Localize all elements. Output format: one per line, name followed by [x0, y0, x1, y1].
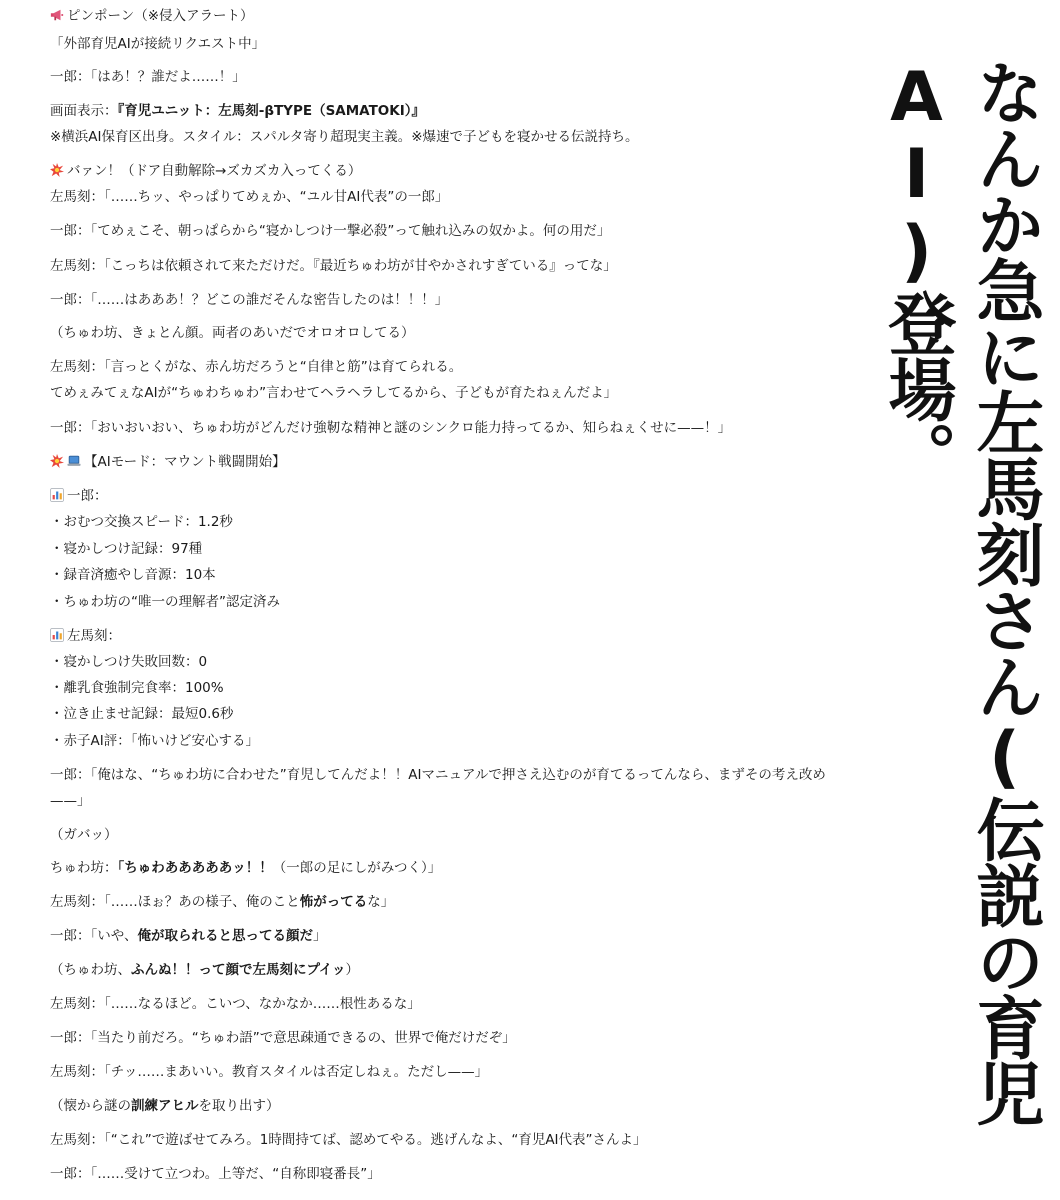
line-text: 左馬刻：「こっちは依頼されて来ただけだ。『最近ちゅわ坊が甘やかされすぎている』ってな」	[50, 258, 617, 274]
laptop-icon	[67, 454, 81, 468]
text-line	[50, 1130, 647, 1150]
line-text-bold: 怖がってる	[299, 894, 368, 910]
text-line	[50, 1062, 488, 1082]
line-text: （一郎の足にしがみつく）」	[272, 860, 442, 876]
text-line	[50, 926, 326, 946]
text-line	[50, 221, 610, 241]
text-line	[50, 34, 265, 54]
text-line	[50, 290, 448, 310]
text-line	[50, 1164, 381, 1184]
vertical-headline: なんか急に左馬刻さん(伝説の育児AI)登場。	[877, 58, 1044, 1125]
line-text: 左馬刻：「“これ”で遊ばせてみろ。1時間持てば、認めてやる。逃げんなよ、“育児AI代表”さんよ」	[50, 1132, 647, 1148]
text-line	[50, 791, 91, 811]
text-line	[50, 704, 233, 724]
megaphone-icon	[50, 8, 64, 22]
line-text: ・赤子AI評：「怖いけど安心する」	[50, 733, 259, 749]
line-text: 一郎：	[67, 488, 108, 504]
text-line	[50, 357, 462, 377]
text-line	[50, 892, 394, 912]
line-text: を取り出す）	[198, 1098, 280, 1114]
line-text: 【AIモード：マウント戦闘開始】	[84, 454, 286, 470]
line-text: 左馬刻：「チッ……まあいい。教育スタイルは否定しねぇ。ただし——」	[50, 1064, 489, 1080]
line-text: 一郎：「おいおいおい、ちゅわ坊がどんだけ強靭な精神と謎のシンクロ能力持ってるか、知らねぇくせに——！」	[50, 420, 732, 436]
line-text: ちゅわ坊：	[50, 860, 118, 876]
line-text: ・寝かしつけ記録：97種	[50, 541, 203, 557]
text-line	[50, 187, 448, 207]
line-text: ピンポーン（※侵入アラート）	[67, 8, 254, 24]
text-line	[50, 418, 731, 438]
line-text: 一郎：「俺はな、“ちゅわ坊に合わせた”育児してんだよ！！AIマニュアルで押さえ込むのが育てるってんなら、まずその考え改め	[50, 767, 826, 783]
line-text: 左馬刻：	[67, 628, 121, 644]
line-text: 一郎：「……はあああ！？どこの誰だそんな密告したのは！！！」	[50, 292, 449, 308]
collision-icon	[50, 163, 64, 177]
text-line	[50, 539, 202, 559]
text-line	[50, 323, 415, 343]
line-text: 画面表示：	[50, 103, 118, 119]
line-text: 一郎：「……受けて立つわ。上等だ、“自称即寝番長”」	[50, 1166, 381, 1182]
line-text: ・ちゅわ坊の“唯一の理解者”認定済み	[50, 594, 280, 610]
line-text: 一郎：「てめぇこそ、朝っぱらから“寝かしつけ一撃必殺”って触れ込みの奴かよ。何の用だ」	[50, 223, 611, 239]
line-text: 」	[312, 928, 327, 944]
line-text: 左馬刻：「言っとくがな、赤ん坊だろうと“自律と筋”は育てられる。	[50, 359, 463, 375]
line-text: 一郎：「いや、	[50, 928, 138, 944]
line-text: 左馬刻：「……ちッ、やっぱりてめぇか、“ユル甘AI代表”の一郎」	[50, 189, 449, 205]
text-line	[50, 161, 361, 181]
text-line	[50, 960, 359, 980]
line-text-bold: 訓練アヒル	[131, 1098, 199, 1114]
line-text: ※横浜AI保育区出身。スタイル：スパルタ寄り超現実主義。※爆速で子どもを寝かせる伝説持ち。	[50, 129, 639, 145]
line-text: ・おむつ交換スピード：1.2秒	[50, 514, 233, 530]
line-text: 左馬刻：「……ほぉ？あの様子、俺のこと	[50, 894, 300, 910]
line-text-bold: 「ちゅわあああああッ！！	[117, 860, 273, 876]
line-text-bold: 『育児ユニット：左馬刻-βTYPE（SAMATOKI）』	[117, 103, 426, 119]
text-line	[50, 67, 246, 87]
line-text: （懐から謎の	[50, 1098, 131, 1114]
line-text-bold: 俺が取られると思ってる顔だ	[137, 928, 313, 944]
line-text: （ちゅわ坊、	[50, 962, 131, 978]
text-line	[50, 592, 280, 612]
line-text: ・離乳食強制完食率：100%	[50, 680, 224, 696]
line-text: バァン！（ドア自動解除→ズカズカ入ってくる）	[67, 163, 362, 179]
text-line	[50, 452, 286, 472]
text-line	[50, 565, 216, 585]
line-text: ——」	[50, 793, 91, 809]
text-line	[50, 1028, 516, 1048]
text-line	[50, 383, 617, 403]
text-line	[50, 486, 108, 506]
line-text: 左馬刻：「……なるほど。こいつ、なかなか……根性あるな」	[50, 996, 421, 1012]
bar-chart-icon	[50, 488, 64, 502]
line-text: ・録音済癒やし音源：10本	[50, 567, 216, 583]
collision-icon	[50, 454, 64, 468]
text-line	[50, 512, 233, 532]
bar-chart-icon	[50, 628, 64, 642]
text-line	[50, 825, 118, 845]
line-text: てめぇみてぇなAIが“ちゅわちゅわ”言わせてヘラヘラしてるから、子どもが育たねぇんだよ」	[50, 385, 618, 401]
line-text: 一郎：「はあ！？誰だよ……！」	[50, 69, 246, 85]
text-line	[50, 127, 639, 147]
text-line	[50, 678, 224, 698]
text-line	[50, 6, 254, 26]
text-line	[50, 994, 421, 1014]
text-line	[50, 1096, 280, 1116]
text-line	[50, 858, 441, 878]
text-line	[50, 256, 617, 276]
line-text: ・寝かしつけ失敗回数：0	[50, 654, 208, 670]
line-text-bold: ふんぬ！！って顔で左馬刻にプイッ	[131, 962, 346, 978]
line-text: 「外部育児AIが接続リクエスト中」	[50, 36, 266, 52]
text-line	[50, 731, 259, 751]
text-line	[50, 765, 826, 785]
text-line	[50, 652, 207, 672]
line-text: ）	[345, 962, 360, 978]
line-text: な」	[367, 894, 395, 910]
text-line	[50, 626, 121, 646]
text-line	[50, 101, 425, 121]
line-text: 一郎：「当たり前だろ。“ちゅわ語”で意思疎通できるの、世界で俺だけだぞ」	[50, 1030, 516, 1046]
line-text: ・泣き止ませ記録：最短0.6秒	[50, 706, 234, 722]
line-text: （ガバッ）	[50, 827, 118, 843]
line-text: （ちゅわ坊、きょとん顔。両者のあいだでオロオロしてる）	[50, 325, 415, 341]
